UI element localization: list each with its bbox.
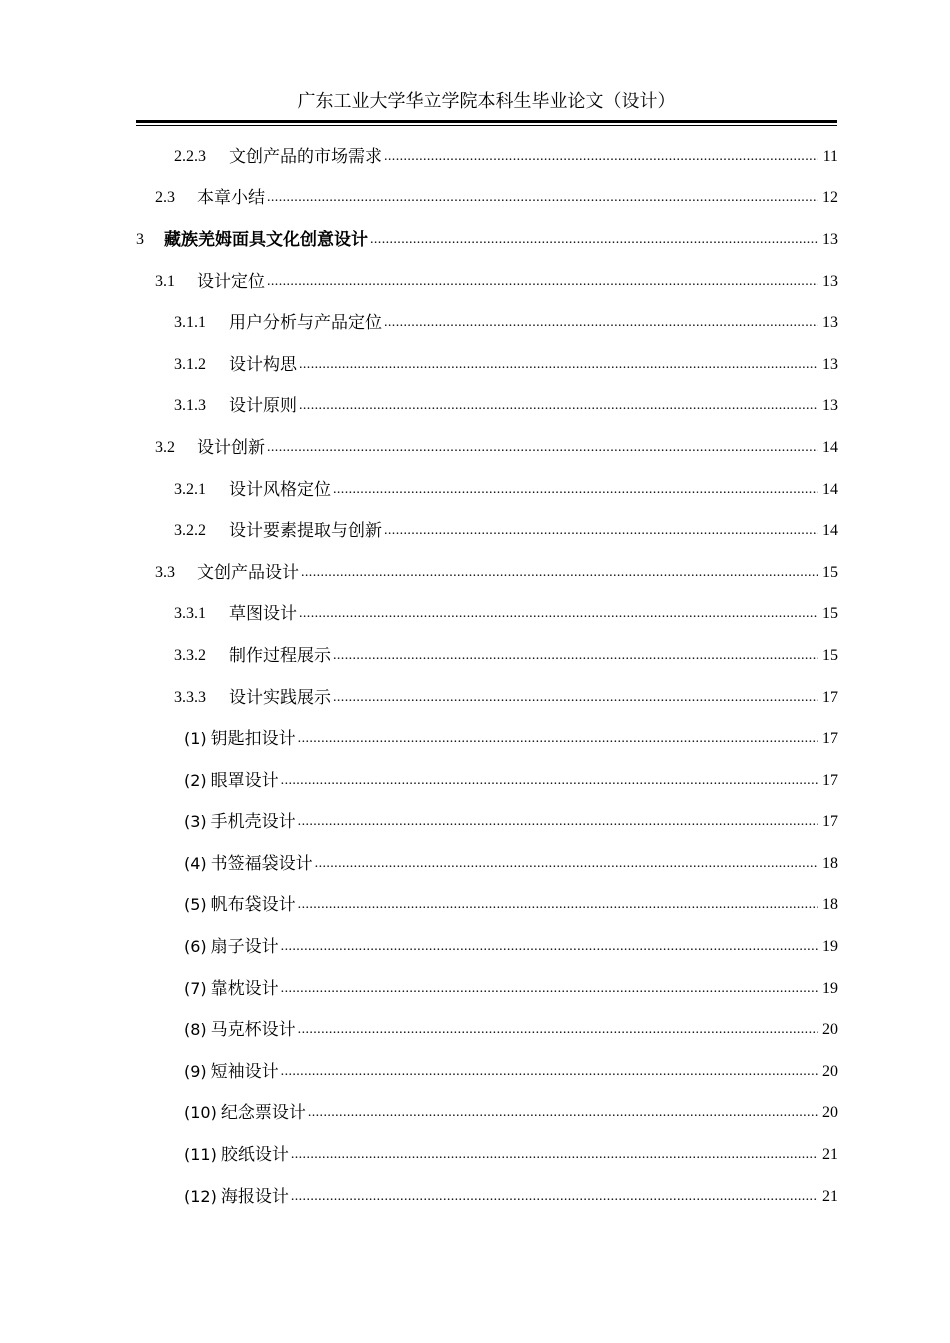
toc-entry-number: (11): [184, 1145, 217, 1165]
toc-entry-number: 3.2: [155, 438, 175, 456]
toc-dot-leader: [281, 937, 818, 957]
toc-entry[interactable]: [136, 635, 838, 677]
toc-entry[interactable]: [136, 926, 838, 968]
toc-entry-title: 纪念票设计: [220, 1103, 306, 1124]
toc-dot-leader: [299, 355, 818, 375]
toc-entry-title: 设计要素提取与创新: [229, 521, 382, 542]
toc-entry-number: 3.2.1: [174, 480, 206, 498]
toc-entry-title: 靠枕设计: [210, 978, 279, 999]
toc-entry-title: 海报设计: [220, 1186, 289, 1207]
toc-dot-leader: [333, 646, 818, 666]
toc-dot-leader: [384, 147, 818, 167]
toc-entry-number: 2.3: [155, 189, 175, 207]
toc-entry-title: 草图设计: [229, 604, 297, 625]
toc-entry[interactable]: [136, 802, 838, 844]
toc-entry-page: 20: [822, 1021, 838, 1039]
toc-entry-number: 3.1.2: [174, 355, 206, 373]
toc-entry[interactable]: [136, 1093, 838, 1135]
toc-dot-leader: [299, 396, 818, 416]
toc-entry-title: 手机壳设计: [210, 812, 296, 833]
table-of-contents: [136, 136, 838, 1217]
toc-entry[interactable]: [136, 843, 838, 885]
toc-entry-page: 19: [822, 979, 838, 997]
toc-entry-page: 17: [822, 771, 838, 789]
toc-entry-title: 设计定位: [197, 271, 265, 292]
toc-entry[interactable]: [136, 178, 838, 220]
toc-entry[interactable]: [136, 1009, 838, 1051]
toc-entry-title: 设计风格定位: [229, 479, 331, 500]
toc-dot-leader: [267, 438, 818, 458]
toc-entry-page: 17: [822, 813, 838, 831]
toc-entry-title: 藏族羌姆面具文化创意设计: [164, 229, 368, 250]
toc-entry-number: 3.1.1: [174, 314, 206, 332]
toc-dot-leader: [298, 729, 818, 749]
toc-entry-page: 13: [822, 355, 838, 373]
toc-entry-number: (6): [184, 937, 207, 957]
toc-dot-leader: [299, 604, 818, 624]
toc-entry-number: 3.3.3: [174, 688, 206, 706]
toc-entry-page: 14: [822, 480, 838, 498]
page-header-title: 广东工业大学华立学院本科生毕业论文（设计）: [297, 91, 676, 112]
toc-dot-leader: [298, 1020, 818, 1040]
toc-entry-page: 20: [822, 1104, 838, 1122]
toc-entry[interactable]: [136, 219, 838, 261]
toc-dot-leader: [291, 1145, 818, 1165]
toc-entry[interactable]: [136, 677, 838, 719]
toc-entry[interactable]: [136, 344, 838, 386]
toc-entry-number: 3.1.3: [174, 397, 206, 415]
toc-entry-page: 21: [822, 1146, 838, 1164]
toc-entry-title: 本章小结: [197, 188, 265, 209]
toc-entry[interactable]: [136, 968, 838, 1010]
toc-dot-leader: [384, 521, 818, 541]
toc-entry-page: 13: [822, 314, 838, 332]
toc-entry-number: (5): [184, 895, 207, 915]
toc-entry[interactable]: [136, 427, 838, 469]
toc-entry-page: 18: [822, 896, 838, 914]
toc-dot-leader: [281, 771, 818, 791]
toc-entry[interactable]: [136, 885, 838, 927]
toc-entry[interactable]: [136, 469, 838, 511]
toc-entry-title: 马克杯设计: [210, 1020, 296, 1041]
toc-entry[interactable]: [136, 552, 838, 594]
toc-entry-number: 3.3.2: [174, 646, 206, 664]
toc-entry-page: 13: [822, 272, 838, 290]
toc-entry[interactable]: [136, 386, 838, 428]
toc-entry-page: 21: [822, 1187, 838, 1205]
toc-dot-leader: [301, 563, 818, 583]
toc-entry[interactable]: [136, 718, 838, 760]
toc-dot-leader: [333, 688, 818, 708]
toc-entry-page: 15: [822, 646, 838, 664]
toc-entry-number: (3): [184, 812, 207, 832]
toc-dot-leader: [281, 1062, 818, 1082]
toc-entry-page: 18: [822, 854, 838, 872]
toc-entry-title: 设计创新: [197, 437, 265, 458]
toc-entry-title: 帆布袋设计: [210, 895, 296, 916]
toc-entry-number: (8): [184, 1020, 207, 1040]
toc-dot-leader: [333, 480, 818, 500]
toc-entry-title: 设计实践展示: [229, 687, 331, 708]
toc-dot-leader: [315, 854, 818, 874]
toc-entry-page: 15: [822, 605, 838, 623]
toc-entry-title: 制作过程展示: [229, 645, 331, 666]
toc-entry-title: 文创产品设计: [197, 562, 299, 583]
toc-entry-page: 12: [822, 189, 838, 207]
toc-entry-title: 钥匙扣设计: [210, 729, 296, 750]
toc-entry-title: 短袖设计: [210, 1061, 279, 1082]
toc-entry-page: 13: [822, 397, 838, 415]
toc-entry[interactable]: [136, 1176, 838, 1218]
toc-entry[interactable]: [136, 1051, 838, 1093]
toc-entry-number: (2): [184, 770, 207, 790]
toc-entry-page: 19: [822, 938, 838, 956]
header-rule-thin: [136, 125, 837, 126]
toc-entry-number: 2.2.3: [174, 147, 206, 165]
toc-entry-number: 3.3.1: [174, 605, 206, 623]
toc-entry-title: 书签福袋设计: [210, 853, 313, 874]
toc-entry-page: 14: [822, 522, 838, 540]
toc-entry[interactable]: [136, 302, 838, 344]
toc-entry-page: 20: [822, 1062, 838, 1080]
toc-dot-leader: [267, 272, 818, 292]
toc-entry-number: (12): [184, 1186, 217, 1206]
toc-entry-number: (7): [184, 978, 207, 998]
toc-entry[interactable]: [136, 760, 838, 802]
toc-dot-leader: [298, 895, 818, 915]
toc-entry-title: 胶纸设计: [220, 1145, 289, 1166]
toc-dot-leader: [308, 1103, 818, 1123]
toc-dot-leader: [370, 230, 818, 250]
toc-entry-title: 扇子设计: [210, 937, 279, 958]
toc-entry-page: 17: [822, 730, 838, 748]
toc-entry-number: (1): [184, 729, 207, 749]
toc-entry-number: 3.3: [155, 563, 175, 581]
toc-entry[interactable]: [136, 261, 838, 303]
toc-entry[interactable]: [136, 136, 838, 178]
toc-entry-page: 14: [822, 438, 838, 456]
toc-entry-title: 设计构思: [229, 354, 297, 375]
toc-dot-leader: [384, 313, 818, 333]
toc-entry-number: (10): [184, 1103, 217, 1123]
toc-dot-leader: [281, 979, 818, 999]
toc-entry-number: 3.1: [155, 272, 175, 290]
toc-entry-number: (4): [184, 853, 207, 873]
toc-entry[interactable]: [136, 510, 838, 552]
toc-entry-title: 文创产品的市场需求: [229, 146, 382, 167]
toc-entry-page: 15: [822, 563, 838, 581]
toc-dot-leader: [298, 812, 818, 832]
toc-entry-page: 13: [822, 230, 838, 248]
toc-entry[interactable]: [136, 1134, 838, 1176]
header-rule-thick: [136, 120, 837, 123]
toc-dot-leader: [267, 188, 818, 208]
toc-dot-leader: [291, 1187, 818, 1207]
toc-entry-title: 眼罩设计: [210, 770, 279, 791]
toc-entry-page: 11: [822, 147, 838, 165]
toc-entry-number: 3.2.2: [174, 522, 206, 540]
toc-entry-number: 3: [136, 230, 144, 248]
toc-entry[interactable]: [136, 594, 838, 636]
toc-entry-page: 17: [822, 688, 838, 706]
toc-entry-title: 设计原则: [229, 396, 297, 417]
toc-entry-number: (9): [184, 1061, 207, 1081]
toc-entry-title: 用户分析与产品定位: [229, 313, 382, 334]
